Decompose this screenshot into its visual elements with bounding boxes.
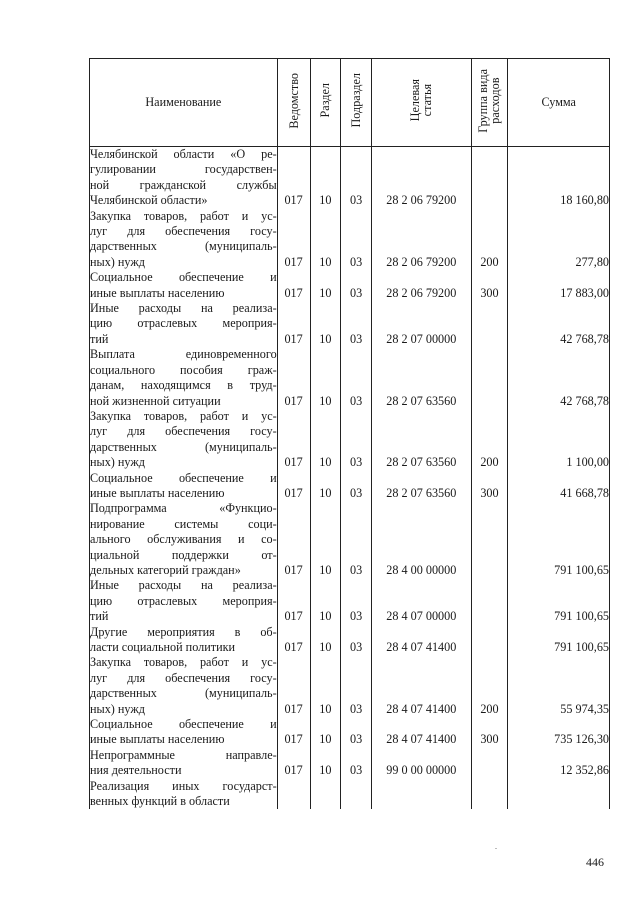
row-name-line: луг для обеспечения госу- xyxy=(90,424,277,439)
row-subsection: 03 xyxy=(341,625,372,656)
row-department: 017 xyxy=(277,471,310,502)
row-section: 10 xyxy=(310,748,341,779)
row-name xyxy=(90,471,278,502)
row-amount: 18 160,80 xyxy=(508,147,610,209)
row-expense-group xyxy=(471,578,508,624)
row-name xyxy=(90,625,278,656)
row-department: 017 xyxy=(277,717,310,748)
row-subsection: 03 xyxy=(341,578,372,624)
row-section: 10 xyxy=(310,625,341,656)
row-department: 017 xyxy=(277,301,310,347)
header-name: Наименование xyxy=(90,59,278,147)
row-name-line: Челябинской области «О ре- xyxy=(90,147,277,161)
row-name-line: ния деятельности xyxy=(90,763,182,778)
row-subsection: 03 xyxy=(341,409,372,471)
row-department: 017 xyxy=(277,501,310,578)
row-expense-group xyxy=(471,625,508,656)
row-name-line: нирование системы соци- xyxy=(90,516,277,531)
row-subsection: 03 xyxy=(341,209,372,271)
row-name-line: ласти социальной политики xyxy=(90,640,236,654)
row-target-article: 28 4 07 41400 xyxy=(372,625,471,656)
row-section: 10 xyxy=(310,347,341,409)
row-name-line: ных) нужд xyxy=(90,455,145,470)
table-row xyxy=(90,409,610,471)
row-name-line: тий xyxy=(90,331,109,346)
row-amount: 42 768,78 xyxy=(508,347,610,409)
row-expense-group xyxy=(471,779,508,810)
row-section: 10 xyxy=(310,578,341,624)
table-row xyxy=(90,270,610,301)
row-name-line: цию отраслевых мероприя- xyxy=(90,593,277,608)
header-subsection: Подраздел xyxy=(341,59,372,147)
row-name-line: Социальное обеспечение и xyxy=(90,717,277,732)
row-name-line: Иные расходы на реализа- xyxy=(90,301,277,316)
row-expense-group xyxy=(471,501,508,578)
table-header-row xyxy=(90,59,610,147)
row-expense-group: 300 xyxy=(471,717,508,748)
row-name-line: ального обслуживания и со- xyxy=(90,532,277,547)
row-name-line: цию отраслевых мероприя- xyxy=(90,316,277,331)
table-row xyxy=(90,347,610,409)
row-amount: 791 100,65 xyxy=(508,501,610,578)
header-expense-group: Группа вида расходов xyxy=(471,59,508,147)
row-name-line: тий xyxy=(90,609,109,624)
table-row xyxy=(90,301,610,347)
row-name-line: дарственных (муниципаль- xyxy=(90,439,277,454)
row-department: 017 xyxy=(277,748,310,779)
row-target-article: 28 2 06 79200 xyxy=(372,270,471,301)
row-section: 10 xyxy=(310,717,341,748)
scan-dot xyxy=(495,848,497,849)
row-amount: 41 668,78 xyxy=(508,471,610,502)
row-name-line: Реализация иных государст- xyxy=(90,778,277,793)
header-department: Ведомство xyxy=(277,59,310,147)
page-number: 446 xyxy=(586,855,604,869)
row-subsection: 03 xyxy=(341,717,372,748)
row-section: 10 xyxy=(310,209,341,271)
row-target-article: 28 2 06 79200 xyxy=(372,147,471,209)
row-name-line: гулировании государствен- xyxy=(90,162,277,177)
row-name-line: дельных категорий граждан» xyxy=(90,562,241,577)
row-target-article: 99 0 00 00000 xyxy=(372,748,471,779)
row-target-article: 28 4 00 00000 xyxy=(372,501,471,578)
row-section: 10 xyxy=(310,301,341,347)
row-amount: 277,80 xyxy=(508,209,610,271)
row-target-article: 28 4 07 41400 xyxy=(372,717,471,748)
row-name xyxy=(90,717,278,748)
row-expense-group xyxy=(471,147,508,209)
row-subsection: 03 xyxy=(341,301,372,347)
row-section: 10 xyxy=(310,471,341,502)
row-department: 017 xyxy=(277,655,310,717)
table-row xyxy=(90,209,610,271)
row-name-line: иные выплаты населению xyxy=(90,485,225,500)
row-expense-group: 300 xyxy=(471,471,508,502)
table-row xyxy=(90,471,610,502)
row-expense-group: 200 xyxy=(471,209,508,271)
row-subsection xyxy=(341,779,372,810)
row-name-line: дарственных (муниципаль- xyxy=(90,239,277,254)
row-department: 017 xyxy=(277,578,310,624)
row-name-line: Иные расходы на реализа- xyxy=(90,578,277,593)
row-name-line: Непрограммные направле- xyxy=(90,747,277,762)
row-name-line: ных) нужд xyxy=(90,701,145,716)
row-section xyxy=(310,779,341,810)
row-name-line: Закупка товаров, работ и ус- xyxy=(90,208,277,223)
row-department: 017 xyxy=(277,625,310,656)
row-name-line: Социальное обеспечение и xyxy=(90,270,277,285)
row-name-line: Челябинской области» xyxy=(90,193,208,208)
row-section: 10 xyxy=(310,501,341,578)
row-name-line: Закупка товаров, работ и ус- xyxy=(90,655,277,670)
row-section: 10 xyxy=(310,270,341,301)
row-subsection: 03 xyxy=(341,748,372,779)
row-name-line: иные выплаты населению xyxy=(90,732,225,747)
row-target-article: 28 4 07 00000 xyxy=(372,578,471,624)
table-row xyxy=(90,748,610,779)
table-row xyxy=(90,625,610,656)
row-name-line: данам, находящимся в труд- xyxy=(90,378,277,393)
table-row xyxy=(90,655,610,717)
row-name-line: венных функций в области xyxy=(90,794,230,809)
row-name xyxy=(90,301,278,347)
table-row xyxy=(90,578,610,624)
row-name-line: Другие мероприятия в об- xyxy=(90,624,277,639)
row-name-line: Выплата единовременного xyxy=(90,347,277,362)
row-subsection: 03 xyxy=(341,471,372,502)
row-section: 10 xyxy=(310,655,341,717)
row-target-article: 28 2 07 63560 xyxy=(372,409,471,471)
row-subsection: 03 xyxy=(341,270,372,301)
row-name-line: луг для обеспечения госу- xyxy=(90,224,277,239)
row-expense-group xyxy=(471,347,508,409)
header-amount: Сумма xyxy=(508,59,610,147)
row-expense-group xyxy=(471,301,508,347)
row-expense-group: 200 xyxy=(471,655,508,717)
row-name-line: ной жизненной ситуации xyxy=(90,393,221,408)
row-amount: 735 126,30 xyxy=(508,717,610,748)
row-subsection: 03 xyxy=(341,347,372,409)
row-name xyxy=(90,779,278,810)
row-subsection: 03 xyxy=(341,655,372,717)
row-department xyxy=(277,779,310,810)
row-name-line: иные выплаты населению xyxy=(90,285,225,300)
row-expense-group: 200 xyxy=(471,409,508,471)
row-amount: 791 100,65 xyxy=(508,625,610,656)
row-expense-group xyxy=(471,748,508,779)
row-name xyxy=(90,501,278,578)
row-amount: 55 974,35 xyxy=(508,655,610,717)
header-target-article: Целевая статья xyxy=(372,59,471,147)
row-target-article: 28 2 07 63560 xyxy=(372,471,471,502)
row-expense-group: 300 xyxy=(471,270,508,301)
row-amount: 17 883,00 xyxy=(508,270,610,301)
row-section: 10 xyxy=(310,409,341,471)
row-amount xyxy=(508,779,610,810)
row-name-line: луг для обеспечения госу- xyxy=(90,670,277,685)
table-row xyxy=(90,779,610,810)
row-name-line: Подпрограмма «Функцио- xyxy=(90,501,277,516)
row-amount: 791 100,65 xyxy=(508,578,610,624)
budget-table xyxy=(89,58,610,809)
header-section: Раздел xyxy=(310,59,341,147)
row-name xyxy=(90,578,278,624)
row-name-line: циальной поддержки от- xyxy=(90,547,277,562)
row-subsection: 03 xyxy=(341,147,372,209)
row-department: 017 xyxy=(277,209,310,271)
row-amount: 42 768,78 xyxy=(508,301,610,347)
row-name xyxy=(90,147,278,209)
table-row xyxy=(90,717,610,748)
row-department: 017 xyxy=(277,147,310,209)
row-name-line: Социальное обеспечение и xyxy=(90,470,277,485)
table-row xyxy=(90,147,610,209)
row-subsection: 03 xyxy=(341,501,372,578)
row-name xyxy=(90,409,278,471)
row-target-article: 28 4 07 41400 xyxy=(372,655,471,717)
row-name-line: ных) нужд xyxy=(90,254,145,269)
row-name-line: социального пособия граж- xyxy=(90,362,277,377)
row-name xyxy=(90,209,278,271)
row-department: 017 xyxy=(277,347,310,409)
row-target-article: 28 2 07 63560 xyxy=(372,347,471,409)
row-name xyxy=(90,270,278,301)
row-target-article: 28 2 07 00000 xyxy=(372,301,471,347)
row-name-line: Закупка товаров, работ и ус- xyxy=(90,408,277,423)
table-row xyxy=(90,501,610,578)
table-body xyxy=(90,147,610,810)
row-amount: 1 100,00 xyxy=(508,409,610,471)
row-section: 10 xyxy=(310,147,341,209)
row-department: 017 xyxy=(277,270,310,301)
row-amount: 12 352,86 xyxy=(508,748,610,779)
row-name-line: ной гражданской службы xyxy=(90,177,277,192)
row-target-article xyxy=(372,779,471,810)
row-name xyxy=(90,655,278,717)
row-department: 017 xyxy=(277,409,310,471)
row-target-article: 28 2 06 79200 xyxy=(372,209,471,271)
row-name xyxy=(90,748,278,779)
row-name xyxy=(90,347,278,409)
row-name-line: дарственных (муниципаль- xyxy=(90,686,277,701)
